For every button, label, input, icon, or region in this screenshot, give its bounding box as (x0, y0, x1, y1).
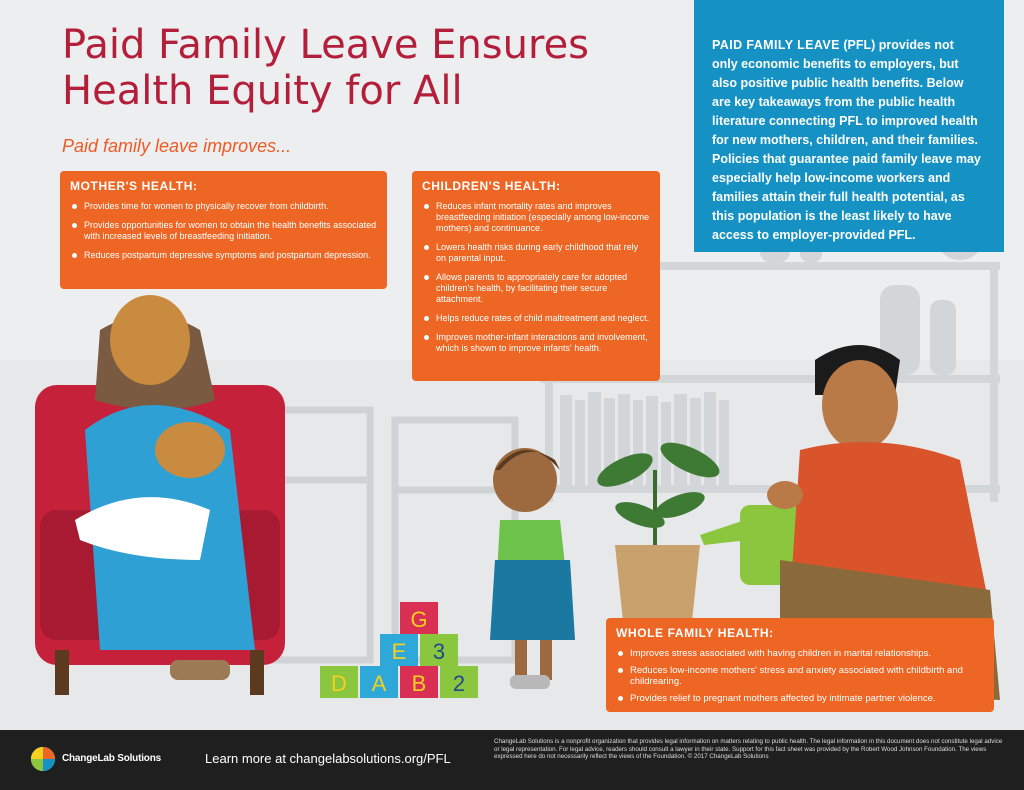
block-letter: B (411, 671, 427, 696)
childrens-health-heading: CHILDREN'S HEALTH: (422, 179, 561, 193)
list-item: Reduces postpartum depressive symptoms and postpartum depression. (70, 250, 377, 261)
mothers-health-heading: MOTHER'S HEALTH: (70, 179, 198, 193)
list-item: Improves stress associated with having children in marital relationships. (616, 648, 984, 659)
list-item: Helps reduce rates of child maltreatment and neglect. (422, 313, 650, 324)
page-subtitle: Paid family leave improves... (62, 136, 292, 156)
logo-text: ChangeLab Solutions (62, 753, 161, 764)
block-letter: D (331, 671, 347, 696)
footer-bar (0, 730, 1024, 790)
block-letter: 3 (432, 639, 446, 664)
block-letter: E (391, 639, 407, 664)
list-item: Provides relief to pregnant mothers affected by intimate partner violence. (616, 693, 984, 704)
pfl-intro-text: (PFL) provides not only economic benefits to employers, but also positive public health benefits. Below are key takeaways from the public health literature connecting PFL to improved health for new mothers, children, and their families. Policies that guarantee paid family leave may especially help low-income workers and families attain their full health potential, as this population is the least likely to have access to employer-provided PFL. (712, 38, 981, 242)
block-letter: 2 (452, 671, 466, 696)
list-item: Improves mother-infant interactions and involvement, which is shown to improve infants' health. (422, 332, 650, 354)
block-letter: G (410, 607, 428, 632)
pfl-intro-box (694, 0, 1004, 252)
list-item: Reduces infant mortality rates and improves breastfeeding initiation (especially among low-income mothers) and continuance. (422, 201, 650, 234)
changelab-logo-icon (30, 746, 56, 772)
mother-figure (75, 295, 255, 680)
list-item: Allows parents to appropriately care for adopted children's health, by facilitating their secure attachment. (422, 272, 650, 305)
list-item: Provides time for women to physically recover from childbirth. (70, 201, 377, 212)
list-item: Reduces low-income mothers' stress and anxiety associated with childbirth and childrearing. (616, 665, 984, 687)
learn-more-link[interactable]: Learn more at changelabsolutions.org/PFL (205, 751, 451, 766)
page-title: Paid Family Leave Ensures Health Equity for All (62, 22, 590, 114)
whole-family-health-card (606, 618, 994, 712)
childrens-health-card (412, 171, 660, 381)
footer-disclaimer: ChangeLab Solutions is a nonprofit organization that provides legal information on matters relating to public health. The legal information in this document does not constitute legal advice or legal representation. For legal advice, readers should consult a lawyer in their state. Support for this fact sheet was provided by the Robert Wood Johnson Foundation. The views expressed here do not necessarily reflect the views of the Foundation. © 2017 ChangeLab Solutions (494, 738, 1003, 761)
whole-family-health-heading: WHOLE FAMILY HEALTH: (616, 626, 774, 640)
list-item: Lowers health risks during early childhood that rely on parental input. (422, 242, 650, 264)
block-letter: A (371, 671, 387, 696)
mothers-health-card (60, 171, 387, 289)
pfl-intro-lead: PAID FAMILY LEAVE (712, 38, 840, 52)
list-item: Provides opportunities for women to obtain the health benefits associated with increased levels of breastfeeding initiation. (70, 220, 377, 242)
